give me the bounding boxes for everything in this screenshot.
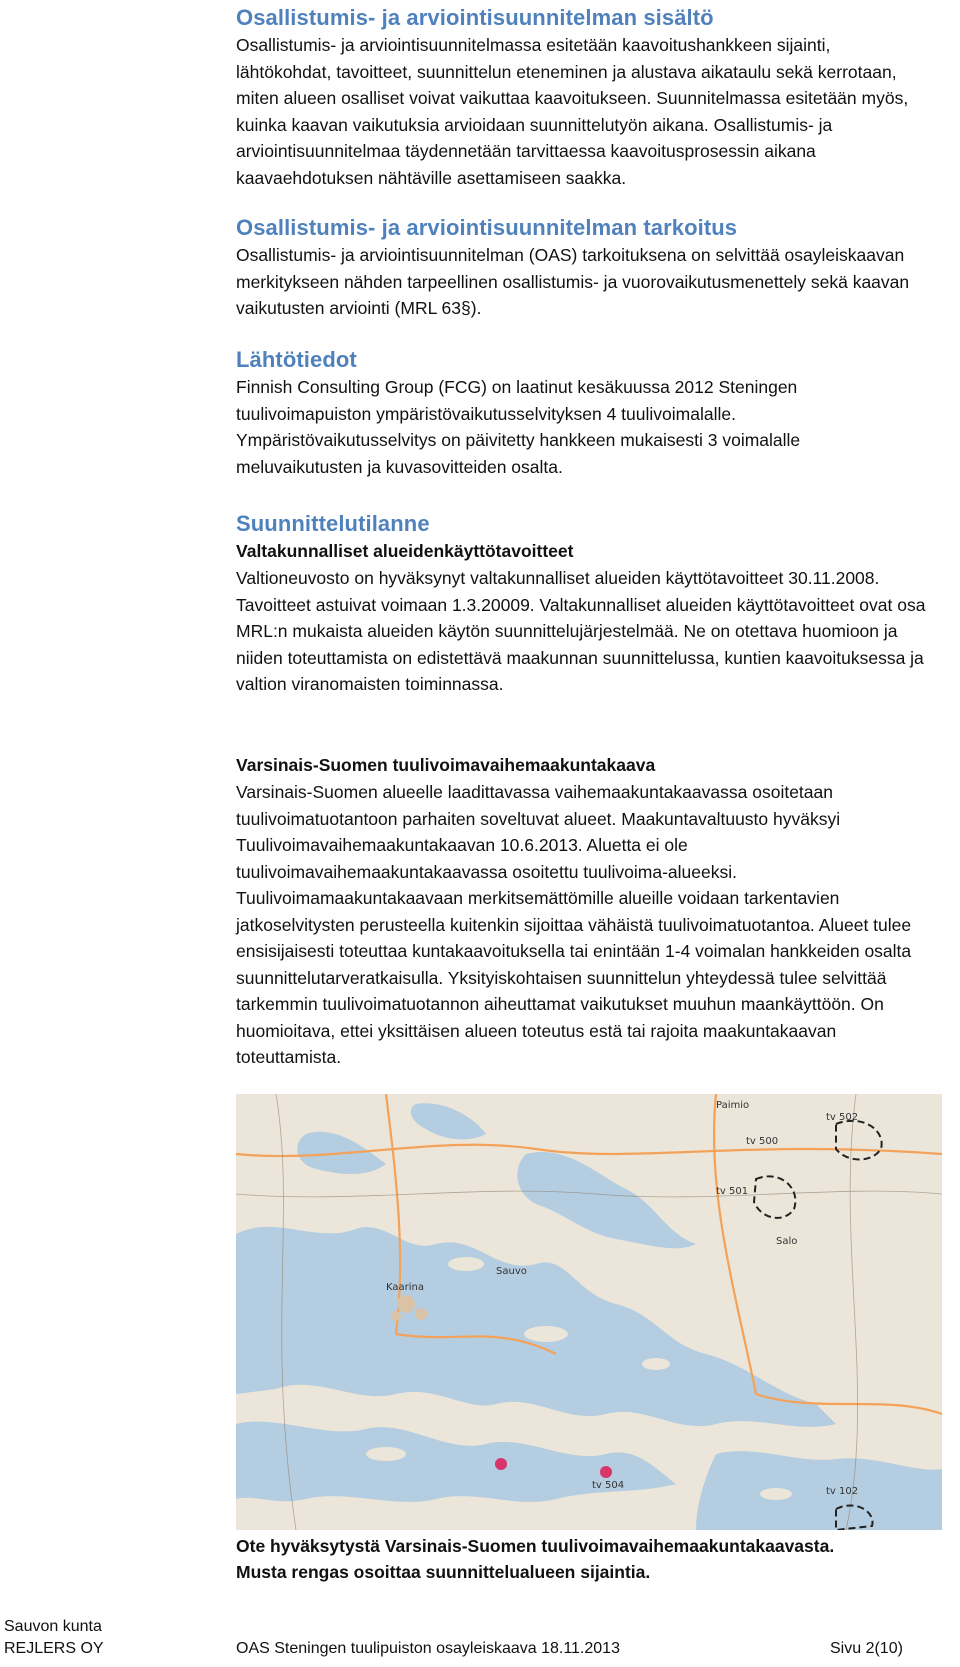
- section-tarkoitus: [236, 214, 926, 322]
- section-subheading: Varsinais-Suomen tuulivoimavaihemaakuntakaava: [236, 755, 656, 775]
- section-lahtotiedot: [236, 346, 926, 480]
- map-label: Paimio: [716, 1100, 750, 1111]
- section-suunnittelutilanne: [236, 510, 926, 698]
- map-label: Salo: [776, 1236, 798, 1247]
- section-sisalto: [236, 4, 926, 191]
- map-label: Kaarina: [386, 1282, 424, 1293]
- footer-document-title: OAS Steningen tuulipuiston osayleiskaava 18.11.2013: [236, 1640, 620, 1657]
- section-subheading: Valtakunnalliset alueidenkäyttötavoitteet: [236, 541, 574, 561]
- section-paragraph: Valtioneuvosto on hyväksynyt valtakunnalliset alueiden käyttötavoitteet 30.11.2008. Tavoitteet astuivat voimaan 1.3.20009. Valtakunnalliset alueiden käyttötavoitteet ovat osa MRL:n mukaista alueiden käytön suunnittelujärjestelmää. Ne on otettava huomioon ja niiden toteuttamista on edistettävä maakunnan suunnittelussa, kuntien kaavoituksessa ja valtion viranomaisten toiminnassa.: [236, 568, 926, 694]
- footer-page-number: Sivu 2(10): [830, 1640, 903, 1657]
- section-paragraph: Finnish Consulting Group (FCG) on laatinut kesäkuussa 2012 Steningen tuulivoimapuiston ympäristövaikutusselvityksen 4 tuulivoimalalle. Ympäristövaikutusselvitys on päivitetty hankkeen mukaisesti 3 voimalalle meluvaikutusten ja kuvasovitteiden osalta.: [236, 377, 801, 477]
- section-heading: Lähtötiedot: [236, 347, 357, 372]
- section-paragraph: Osallistumis- ja arviointisuunnitelmassa esitetään kaavoitushankkeen sijainti, lähtökohdat, tavoitteet, suunnittelun eteneminen ja alustava aikataulu sekä kerrotaan, miten alueen osalliset voivat vaikuttaa kaavoitukseen. Suunnitelmassa esitetään myös, kuinka kaavan vaikutuksia arvioidaan suunnittelutyön aikana. Osallistumis- ja arviointisuunnitelmaa täydennetään tarvittaessa kaavoitusprosessin aikana kaavaehdotuksen nähtäville asettamiseen saakka.: [236, 35, 909, 188]
- map-label: tv 500: [746, 1136, 779, 1147]
- map-label: tv 504: [592, 1480, 625, 1491]
- map-image: [236, 1094, 942, 1530]
- section-heading: Osallistumis- ja arviointisuunnitelman tarkoitus: [236, 215, 738, 240]
- section-heading: Osallistumis- ja arviointisuunnitelman sisältö: [236, 5, 714, 30]
- map-caption: [236, 1533, 926, 1585]
- section-paragraph: Varsinais-Suomen alueelle laadittavassa vaihemaakuntakaavassa osoitetaan tuulivoimatuotantoon parhaiten soveltuvat alueet. Maakuntavaltuusto hyväksyi Tuulivoimavaihemaakuntakaavan 10.6.2013. Aluetta ei ole tuulivoimavaihemaakuntakaavassa osoitettu tuulivoima-alueeksi. Tuulivoimamaakuntakaavaan merkitsemättömille alueille voidaan tarkentavien jatkoselvitysten perusteella kuitenkin sijoittaa vähäistä tuulivoimatuotantoa. Alueet tulee ensisijaisesti toteuttaa kuntakaavoituksella tai enintään 1-4 voimalan hankkeiden osalta suunnittelutarveratkaisulla. Yksityiskohtaisen suunnittelun yhteydessä tulee selvittää tarkemmin tuulivoimatuotannon aiheuttamat vaikutukset muuhun maankäyttöön. On huomioitava, ettei yksittäisen alueen toteutus estä tai rajoita maakuntakaavan toteuttamista.: [236, 782, 912, 1067]
- footer-company: REJLERS OY: [4, 1640, 104, 1657]
- section-heading: Suunnittelutilanne: [236, 511, 430, 536]
- section-tuulivoimavaihemaakuntakaava: [236, 752, 926, 1071]
- map-label: Sauvo: [496, 1266, 527, 1277]
- section-paragraph: Osallistumis- ja arviointisuunnitelman (OAS) tarkoituksena on selvittää osayleiskaavan merkitykseen nähden tarpeellinen osallistumis- ja vuorovaikutusmenettely sekä kaavan vaikutusten arviointi (MRL 63§).: [236, 245, 910, 318]
- footer-municipality: Sauvon kunta: [4, 1618, 102, 1635]
- map-label: tv 501: [716, 1186, 749, 1197]
- caption-line: Musta rengas osoittaa suunnittelualueen sijaintia.: [236, 1562, 651, 1582]
- caption-line: Ote hyväksytystä Varsinais-Suomen tuulivoimavaihemaakuntakaavasta.: [236, 1536, 835, 1556]
- regional-plan-map: [236, 1094, 942, 1530]
- map-label: tv 102: [826, 1486, 859, 1497]
- map-label: tv 502: [826, 1112, 859, 1123]
